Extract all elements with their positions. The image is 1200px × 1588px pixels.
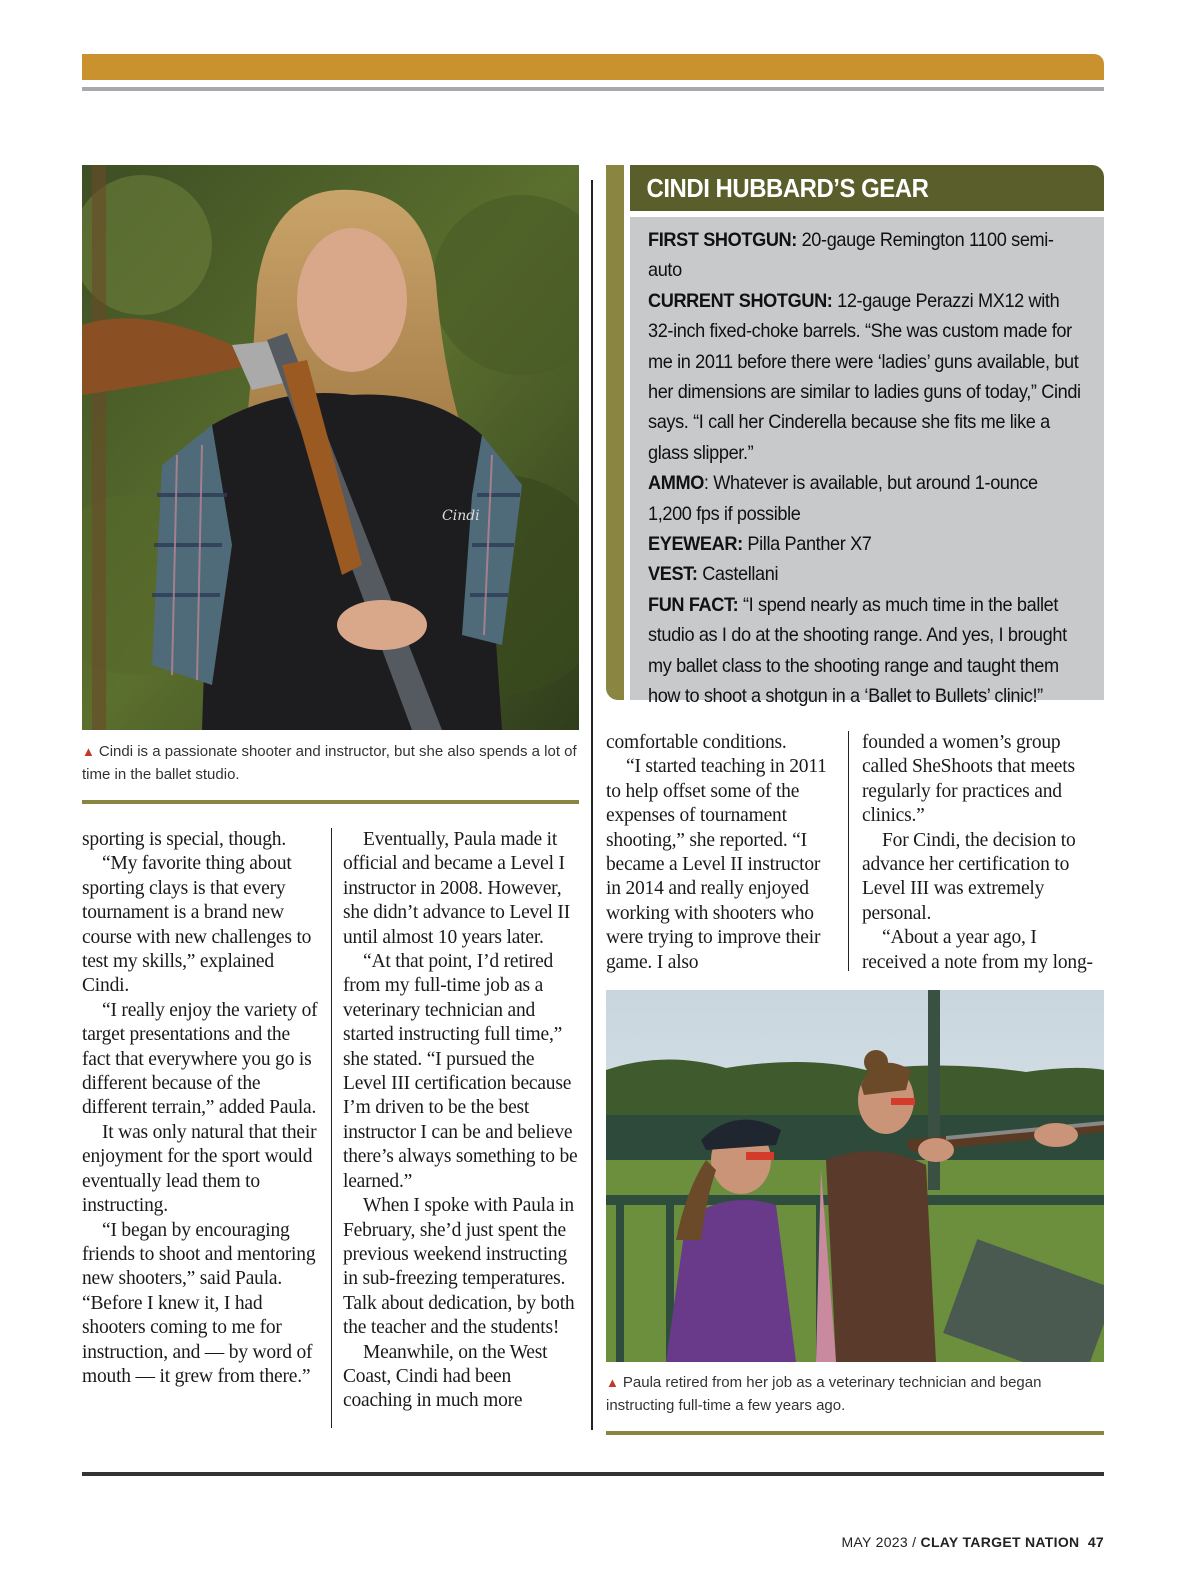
paula-photo-caption <box>606 1371 1104 1417</box>
paragraph: Meanwhile, on the West Coast, Cindi had been coaching in much more <box>343 1341 548 1412</box>
folio-magazine: CLAY TARGET NATION <box>920 1534 1080 1550</box>
paragraph: comfortable conditions. <box>606 732 787 753</box>
article-column-4 <box>862 731 1104 975</box>
column-divider-center <box>591 180 593 1430</box>
caption-marker-icon: ▲ <box>82 744 95 759</box>
article-column-3 <box>606 731 838 975</box>
paragraph: “I began by encouraging friends to shoot and mentoring new shooters,” said Paula. “Before I knew it, I had shooters coming to me for instruction, and — by word of mouth — it grew from there.” <box>82 1219 316 1387</box>
cindi-caption-text: Cindi is a passionate shooter and instructor, but she also spends a lot of time in the ballet studio. <box>82 743 577 783</box>
page-folio <box>841 1534 1104 1550</box>
gear-item-vest: VEST: Castellani <box>648 563 779 586</box>
article-column-2 <box>343 828 581 1414</box>
cindi-photo-caption <box>82 740 582 786</box>
svg-text:Cindi: Cindi <box>442 508 480 524</box>
paragraph: When I spoke with Paula in February, she’d just spent the previous weekend instructing in sub-freezing temperatures. Talk about dedication, by both the teacher and the students! <box>343 1195 575 1339</box>
paragraph: Eventually, Paula made it official and became a Level I instructor in 2008. However, she didn’t advance to Level II until almost 10 years later. <box>343 829 571 948</box>
gear-box-body <box>630 217 1104 708</box>
paragraph: “I started teaching in 2011 to help offset some of the expenses of tournament shooting,” she reported. “I became a Level II instructor in 2014 and really enjoyed working with shooters who were trying to improve their game. I also <box>606 756 827 973</box>
paragraph: founded a women’s group called SheShoots that meets regularly for practices and clinics.” <box>862 732 1075 827</box>
caption-rule-right <box>606 1431 1104 1435</box>
cindi-photo <box>82 165 579 730</box>
article-column-1 <box>82 828 322 1389</box>
column-divider-left <box>331 828 332 1428</box>
gear-item-first-shotgun: FIRST SHOTGUN: 20-gauge Remington 1100 semi-auto <box>648 229 1054 282</box>
paragraph: “I really enjoy the variety of target presentations and the fact that everywhere you go is different because of the different terrain,” added Paula. <box>82 999 318 1119</box>
paula-caption-text: Paula retired from her job as a veterinary technician and began instructing full-time a few years ago. <box>606 1374 1042 1414</box>
paragraph: “My favorite thing about sporting clays is that every tournament is a brand new course with new challenges to test my skills,” explained Cindi. <box>82 853 312 997</box>
gear-item-current-shotgun: CURRENT SHOTGUN: 12-gauge Perazzi MX12 with 32-inch fixed-choke barrels. “She was custom made for me in 2011 before there were ‘ladies’ guns available, but her dimensions are similar to ladies guns of today,” Cindi says. “I call her Cinderella because she fits me like a glass slipper.” <box>648 289 1081 464</box>
caption-marker-icon: ▲ <box>606 1375 619 1390</box>
gear-box-title: CINDI HUBBARD’S GEAR <box>646 173 929 203</box>
gear-item-ammo: AMMO: Whatever is available, but around 1-ounce 1,200 fps if possible <box>648 472 1038 525</box>
paragraph: sporting is special, though. <box>82 829 287 850</box>
column-divider-right <box>848 731 849 971</box>
paragraph: It was only natural that their enjoyment for the sport would eventually lead them to instructing. <box>82 1121 317 1217</box>
gear-box-accent <box>606 165 624 700</box>
paula-photo <box>606 990 1104 1362</box>
header-rule <box>82 87 1104 91</box>
caption-rule-left <box>82 800 579 804</box>
footer-rule <box>82 1472 1104 1476</box>
folio-date: MAY 2023 / <box>841 1534 921 1550</box>
page-number: 47 <box>1087 1534 1104 1550</box>
paragraph: “At that point, I’d retired from my full-time job as a veterinary technician and started instructing full time,” she stated. “I pursued the Level III certification because I’m driven to be the best instructor I can be and believe there’s always something to be learned.” <box>343 951 578 1192</box>
gear-box-header <box>630 165 1104 211</box>
paragraph: For Cindi, the decision to advance her certification to Level III was extremely personal. <box>862 829 1076 924</box>
header-bar <box>82 54 1104 80</box>
paragraph: “About a year ago, I received a note from my long- <box>862 927 1093 973</box>
gear-item-eyewear: EYEWEAR: Pilla Panther X7 <box>648 533 872 556</box>
gear-item-fun-fact: FUN FACT: “I spend nearly as much time in the ballet studio as I do at the shooting range. And yes, I brought my ballet class to the shooting range and taught them how to shoot a shotgun in a ‘Ballet to Bullets’ clinic!” <box>648 593 1067 708</box>
